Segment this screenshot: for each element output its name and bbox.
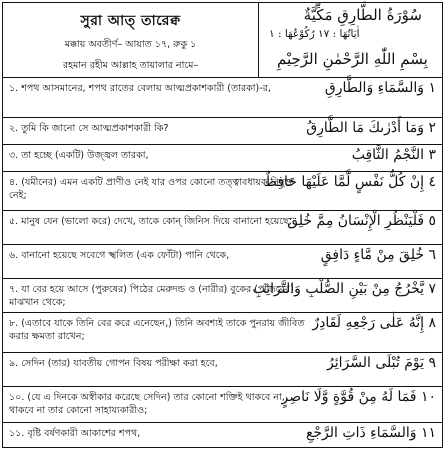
verse-arabic: ٤ إِنْ كُلُّ نَفْسٍ لَّمَّا عَلَيْهَا حَافِظٌ bbox=[264, 174, 436, 190]
verse-translation: ৫. মানুষ যেন (ভালো করে) দেখে, তাকে কোন্ জিনিস দিয়ে বানানো হয়েছে; bbox=[9, 216, 293, 227]
verse-translation: ২. তুমি কি জানো সে আত্মপ্রকাশকারী কি? bbox=[9, 123, 169, 134]
verse-row bbox=[3, 423, 442, 449]
verse-translation: ৭. যা বের হয়ে আসে (পুরুষের) পিঠের মেরুদন্ড ও (নারীর) বুকের (পাঁজরের) মাঝখান থেকে; bbox=[9, 284, 294, 308]
verse-arabic: ٢ وَمَا أَدْرٰىكَ مَا الطَّارِقُ bbox=[306, 120, 436, 136]
surah-title-arabic: سُوْرَةُ الطَّارِقِ مَكِّيَّةٌ bbox=[303, 6, 422, 24]
bismillah-arabic: بِسْمِ اللّٰهِ الرَّحْمٰنِ الرَّحِيْمِ bbox=[277, 50, 428, 68]
verse-row bbox=[3, 387, 442, 423]
verse-translation: ৬. বানানো হয়েছে সবেগে স্খলিত (এক ফোঁটা) পানি থেকে, bbox=[9, 250, 230, 261]
verse-arabic: ١ وَالسَّمَاءِ وَالطَّارِقِ bbox=[324, 80, 436, 96]
verse-arabic: ٣ النَّجْمُ الثَّاقِبُ bbox=[351, 147, 436, 163]
verse-row bbox=[3, 145, 442, 172]
verse-translation: ৪. (যমীনের) এমন একটি প্রাণীও নেই যার ওপর কোনো তত্ত্বাবধায়ক নিযুক্ত নেই; bbox=[9, 177, 294, 201]
verse-row bbox=[3, 172, 442, 211]
verse-arabic: ٩ يَوْمَ تُبْلَى السَّرَائِرُ bbox=[327, 355, 436, 371]
verse-translation: ১১. বৃষ্টি বর্ষণকারী আকাশের শপথ, bbox=[9, 428, 141, 439]
verse-row bbox=[3, 353, 442, 387]
surah-header bbox=[3, 3, 442, 78]
surah-header-bengali bbox=[3, 3, 259, 77]
surah-title-bengali: সুরা আত্ তারেক্ব bbox=[80, 13, 181, 29]
verse-arabic: ٥ فَلْيَنْظُرِ الْإِنْسَانُ مِمَّ خُلِقَ bbox=[287, 213, 436, 229]
verse-row bbox=[3, 211, 442, 245]
verse-row bbox=[3, 245, 442, 279]
verse-translation: ৩. তা হচ্ছে (একটি) উজ্জ্বল তারকা, bbox=[9, 150, 149, 161]
verse-row bbox=[3, 118, 442, 145]
verse-row bbox=[3, 279, 442, 313]
verse-translation: ৯. সেদিন (তার) যাবতীয় গোপন বিষয় পরীক্ষা করা হবে, bbox=[9, 358, 218, 369]
verse-arabic: ١١ وَالسَّمَاءِ ذَاتِ الرَّجْعِ bbox=[305, 425, 436, 441]
verse-row bbox=[3, 313, 442, 353]
verse-arabic: ١٠ فَمَا لَهُ مِنْ قُوَّةٍ وَّلَا نَاصِرٍ bbox=[281, 389, 436, 405]
verse-arabic: ٨ إِنَّهُ عَلٰى رَجْعِهِ لَقَادِرٌ bbox=[312, 315, 436, 331]
surah-revelation-info: মক্কায় অবতীর্ণ– আয়াত ১৭, রুকু ১ bbox=[64, 39, 197, 50]
verse-arabic: ٦ خُلِقَ مِنْ مَّاءٍ دَافِقٍ bbox=[320, 247, 436, 263]
quran-translation-table bbox=[2, 2, 443, 448]
surah-meta-arabic: اٰيَاتُهَا : ١٧ رُكُوْعُهَا : ١ bbox=[269, 28, 360, 40]
surah-header-arabic bbox=[259, 3, 442, 77]
verse-translation: ১. শপথ আসমানের, শপথ রাতের বেলায় আত্মপ্রকাশকারী (তারকা)-র, bbox=[9, 83, 271, 94]
bismillah-bengali: রহমান রহীম আল্লাহ তায়ালার নামে– bbox=[62, 60, 199, 71]
verse-translation: ১০. (যে এ দিনকে অস্বীকার করেছে সেদিন) তার কোনো শক্তিই থাকবে না, থাকবে না তার কোনো সাহায্যকারীও; bbox=[9, 392, 285, 416]
verse-translation: ৮. (এতাবে যাকে তিনি বের করে এনেছেন,) তিনি অবশ্যই তাকে পুনরায় জীবিত করার ক্ষমতা রাখেন; bbox=[9, 318, 305, 342]
verse-row bbox=[3, 78, 442, 118]
verse-arabic: ٧ يَّخْرُجُ مِنْ بَيْنِ الصُّلْبِ وَالتَّرَائِبِ bbox=[252, 281, 436, 297]
